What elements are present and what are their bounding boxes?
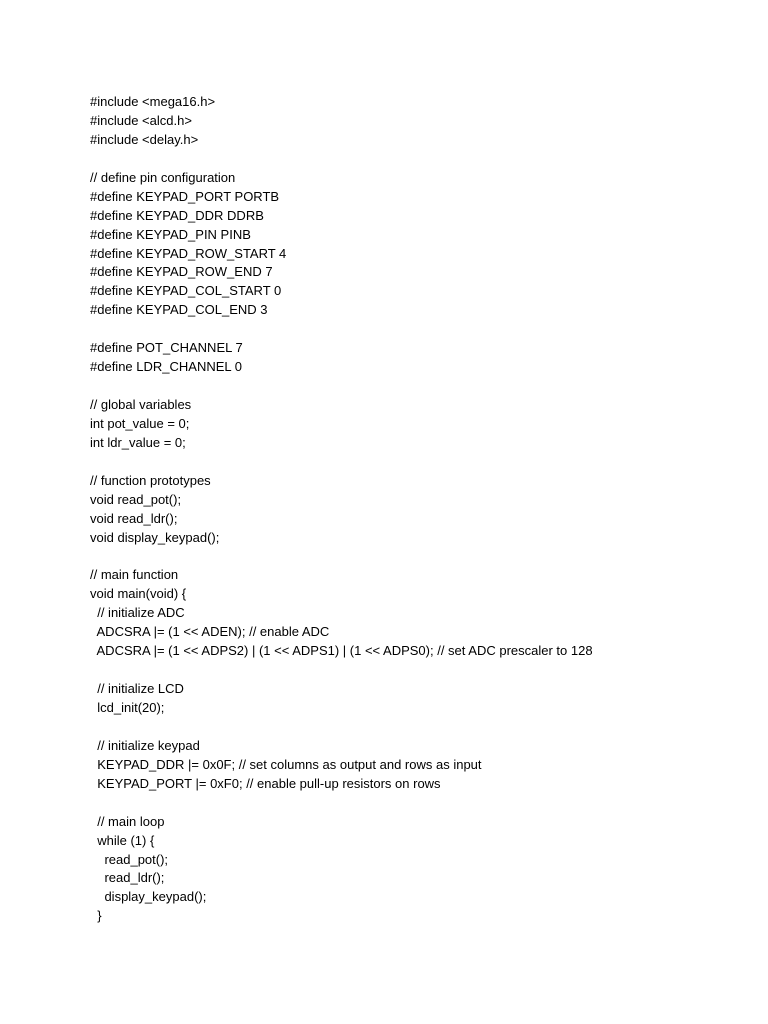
code-line: void main(void) { — [90, 586, 187, 602]
code-line — [90, 718, 750, 737]
code-line: int ldr_value = 0; — [90, 434, 186, 450]
code-line: void read_pot(); — [90, 491, 182, 507]
code-line — [90, 661, 750, 680]
code-line: #define KEYPAD_DDR DDRB — [90, 207, 264, 223]
code-line: // define pin configuration — [90, 169, 236, 185]
code-line: } — [90, 908, 102, 924]
code-listing — [90, 93, 750, 926]
code-line: #include <alcd.h> — [90, 112, 192, 128]
code-line: void read_ldr(); — [90, 510, 178, 526]
code-line — [90, 150, 750, 169]
code-line — [90, 377, 750, 396]
code-line: KEYPAD_PORT |= 0xF0; // enable pull-up resistors on rows — [90, 775, 441, 791]
code-line: KEYPAD_DDR |= 0x0F; // set columns as output and rows as input — [90, 756, 482, 772]
code-line: #define LDR_CHANNEL 0 — [90, 359, 242, 375]
code-line — [90, 453, 750, 472]
code-line: int pot_value = 0; — [90, 415, 190, 431]
code-line — [90, 548, 750, 567]
code-line: #define KEYPAD_PIN PINB — [90, 226, 251, 242]
code-line: #define POT_CHANNEL 7 — [90, 340, 243, 356]
code-line — [90, 794, 750, 813]
code-line: #define KEYPAD_COL_END 3 — [90, 302, 268, 318]
code-line: // main loop — [90, 813, 165, 829]
code-line: // initialize keypad — [90, 737, 200, 753]
code-line: ADCSRA |= (1 << ADEN); // enable ADC — [90, 624, 330, 640]
code-line: #define KEYPAD_ROW_START 4 — [90, 245, 287, 261]
code-line: // function prototypes — [90, 472, 211, 488]
code-line: #define KEYPAD_PORT PORTB — [90, 188, 280, 204]
code-line: read_pot(); — [90, 851, 169, 867]
code-line: lcd_init(20); — [90, 700, 165, 715]
code-line: #define KEYPAD_ROW_END 7 — [90, 264, 273, 280]
code-line: #include <mega16.h> — [90, 94, 216, 109]
code-line: // global variables — [90, 397, 192, 412]
code-line: #include <delay.h> — [90, 131, 199, 147]
code-line — [90, 320, 750, 339]
code-line: read_ldr(); — [90, 870, 165, 886]
code-line: #define KEYPAD_COL_START 0 — [90, 283, 282, 299]
code-line: display_keypad(); — [90, 889, 207, 905]
code-line: // initialize ADC — [90, 605, 185, 621]
code-line: // main function — [90, 567, 179, 583]
code-line: // initialize LCD — [90, 681, 184, 697]
code-line: void display_keypad(); — [90, 529, 220, 545]
code-line: while (1) { — [90, 832, 155, 848]
code-line: ADCSRA |= (1 << ADPS2) | (1 << ADPS1) | (1 << ADPS0); // set ADC prescaler to 128 — [90, 643, 593, 659]
